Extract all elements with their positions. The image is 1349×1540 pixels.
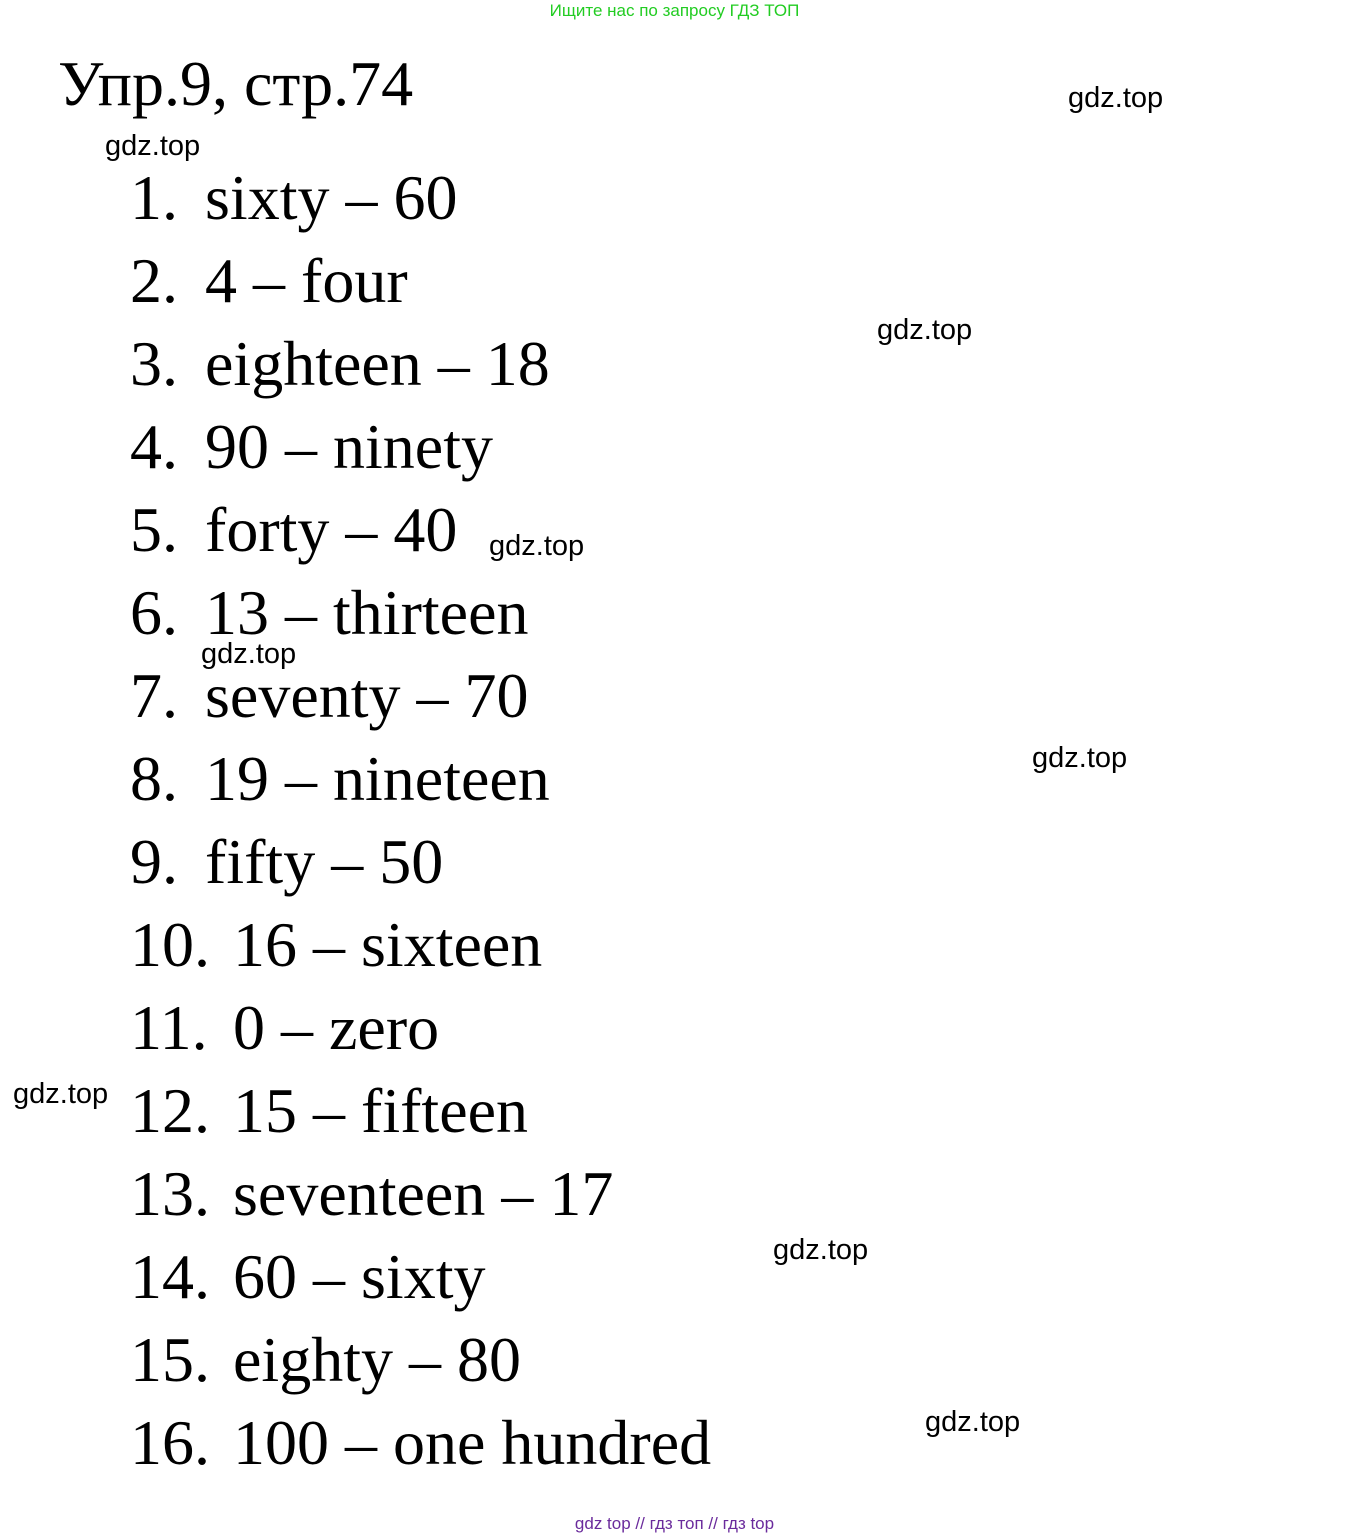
answer-item	[130, 1156, 613, 1232]
answer-text: 15 – fifteen	[233, 1075, 528, 1146]
watermark: gdz.top	[201, 638, 297, 670]
answer-number: 11.	[130, 992, 208, 1063]
answer-text: 4 – four	[205, 245, 408, 316]
watermark: gdz.top	[1032, 742, 1128, 774]
answer-item	[130, 990, 439, 1066]
answer-text: eighty – 80	[233, 1324, 521, 1395]
watermark: gdz.top	[105, 130, 201, 162]
answer-item	[130, 658, 529, 734]
answer-item	[130, 1322, 521, 1398]
watermark: gdz.top	[1068, 82, 1164, 114]
answer-item	[130, 1073, 528, 1149]
answer-item	[130, 243, 408, 319]
answer-item	[130, 160, 457, 236]
answer-item	[130, 1239, 485, 1315]
watermark: gdz.top	[877, 314, 973, 346]
answer-text: 90 – ninety	[205, 411, 493, 482]
answer-number: 1.	[130, 162, 178, 233]
answer-number: 13.	[130, 1158, 210, 1229]
footer: gdz top // гдз топ // гдз top	[574, 1514, 775, 1533]
answer-number: 9.	[130, 826, 178, 897]
answer-item	[130, 492, 457, 568]
answer-number: 6.	[130, 577, 178, 648]
answer-item	[130, 824, 443, 900]
answer-item	[130, 741, 550, 817]
answer-text: eighteen – 18	[205, 328, 550, 399]
answer-text: 60 – sixty	[233, 1241, 486, 1312]
answer-text: forty – 40	[205, 494, 458, 565]
answer-number: 12.	[130, 1075, 210, 1146]
answer-item	[130, 575, 528, 651]
answer-number: 7.	[130, 660, 178, 731]
answer-number: 8.	[130, 743, 178, 814]
answer-number: 4.	[130, 411, 178, 482]
answer-text: 16 – sixteen	[233, 909, 543, 980]
answer-item	[130, 907, 542, 983]
answer-number: 10.	[130, 909, 210, 980]
watermark: gdz.top	[773, 1234, 869, 1266]
answer-text: fifty – 50	[205, 826, 444, 897]
answer-item	[130, 1405, 711, 1481]
watermark: gdz.top	[13, 1078, 109, 1110]
answer-text: 19 – nineteen	[205, 743, 550, 814]
answer-text: 100 – one hundred	[233, 1407, 712, 1478]
answer-text: 0 – zero	[233, 992, 440, 1063]
answer-item	[130, 409, 493, 485]
answer-number: 14.	[130, 1241, 210, 1312]
answer-item	[130, 326, 550, 402]
answer-number: 5.	[130, 494, 178, 565]
answer-number: 2.	[130, 245, 178, 316]
watermark: gdz.top	[925, 1406, 1021, 1438]
exercise-title: Упр.9, стр.74	[58, 48, 414, 119]
answer-text: sixty – 60	[205, 162, 458, 233]
watermark: gdz.top	[489, 530, 585, 562]
answer-number: 16.	[130, 1407, 210, 1478]
answer-text: 13 – thirteen	[205, 577, 529, 648]
answer-text: seventeen – 17	[233, 1158, 614, 1229]
top-banner: Ищите нас по запросу ГДЗ ТОП	[549, 1, 800, 20]
answer-text: seventy – 70	[205, 660, 529, 731]
answer-number: 15.	[130, 1324, 210, 1395]
answer-number: 3.	[130, 328, 178, 399]
